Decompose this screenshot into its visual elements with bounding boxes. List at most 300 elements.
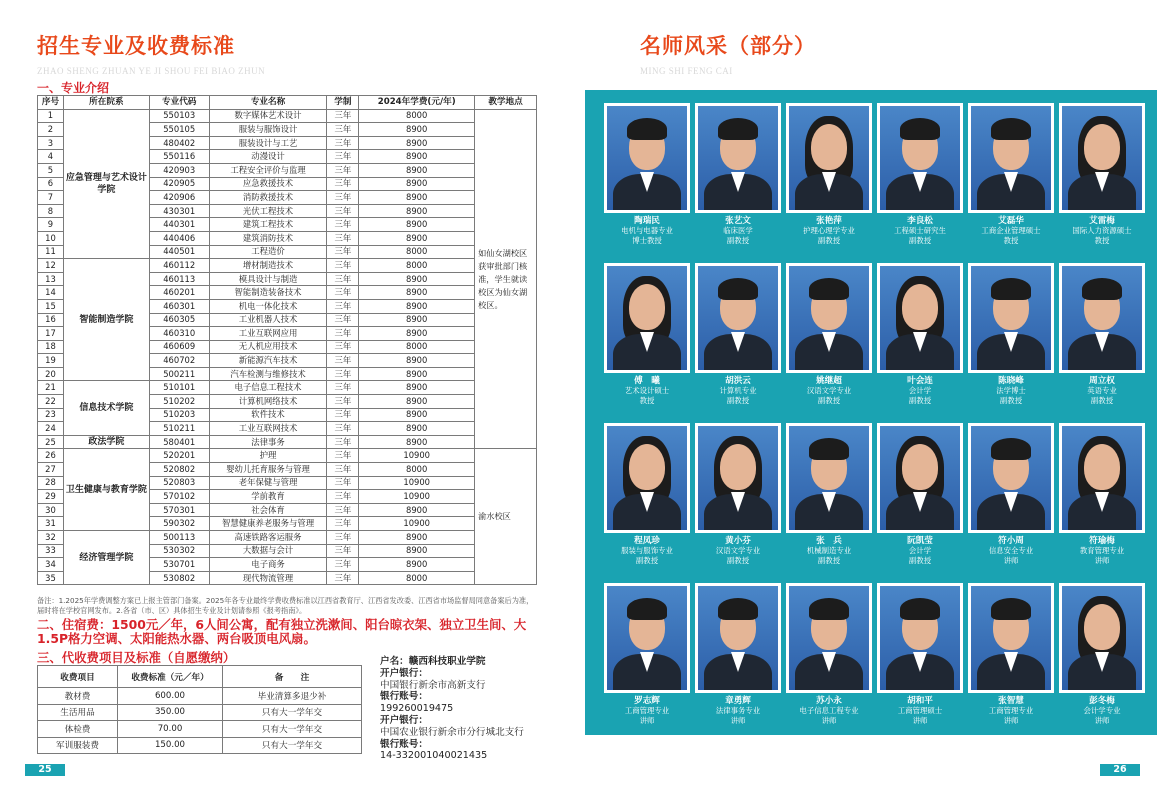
head-shape — [629, 444, 665, 490]
teacher-major: 工程硕士研究生 — [894, 226, 946, 235]
major-code: 510203 — [149, 408, 209, 422]
teacher-card — [604, 263, 690, 406]
tuition: 8900 — [359, 558, 475, 572]
major-name: 软件技术 — [209, 408, 327, 422]
table-row — [38, 109, 537, 123]
hair-shape — [627, 118, 667, 140]
teacher-card — [968, 103, 1054, 246]
study-length: 三年 — [327, 531, 359, 545]
fee-amount: 600.00 — [118, 688, 223, 705]
major-name: 数字媒体艺术设计 — [209, 109, 327, 123]
major-name: 护理 — [209, 449, 327, 463]
row-index: 5 — [38, 163, 64, 177]
table-row — [38, 721, 362, 738]
study-length: 三年 — [327, 286, 359, 300]
teacher-title: 副教授 — [908, 396, 932, 405]
table-row — [38, 688, 362, 705]
col-header: 2024年学费(元/年) — [359, 96, 475, 110]
major-code: 460201 — [149, 286, 209, 300]
major-name: 大数据与会计 — [209, 544, 327, 558]
major-code: 510101 — [149, 381, 209, 395]
teacher-card — [695, 423, 781, 566]
teacher-name: 叶会连 — [907, 376, 933, 386]
major-code: 480402 — [149, 136, 209, 150]
teacher-major: 国际人力资源硕士 — [1072, 226, 1132, 235]
col-header: 所在院系 — [63, 96, 149, 110]
teacher-card — [604, 103, 690, 246]
teacher-title: 副教授 — [999, 396, 1023, 405]
row-index: 26 — [38, 449, 64, 463]
account-name-line — [380, 656, 570, 668]
tuition: 8900 — [359, 503, 475, 517]
major-code: 460113 — [149, 272, 209, 286]
hair-shape — [809, 438, 849, 460]
row-index: 9 — [38, 218, 64, 232]
row-index: 20 — [38, 367, 64, 381]
major-code: 440406 — [149, 231, 209, 245]
study-length: 三年 — [327, 449, 359, 463]
study-length: 三年 — [327, 408, 359, 422]
major-code: 460305 — [149, 313, 209, 327]
teacher-name: 李良松 — [907, 216, 933, 226]
study-length: 三年 — [327, 490, 359, 504]
major-code: 520802 — [149, 463, 209, 477]
teacher-title: 讲师 — [730, 716, 746, 725]
teacher-photo — [786, 583, 872, 693]
col-header: 序号 — [38, 96, 64, 110]
hair-shape — [718, 118, 758, 140]
col-header: 备 注 — [223, 666, 362, 688]
teacher-name: 胡和平 — [907, 696, 933, 706]
teacher-major: 汉语文学专业 — [715, 546, 761, 555]
study-length: 三年 — [327, 299, 359, 313]
teacher-title: 讲师 — [1003, 716, 1019, 725]
teacher-photo — [695, 103, 781, 213]
row-index: 10 — [38, 231, 64, 245]
college-cell: 政法学院 — [63, 435, 149, 449]
teacher-name: 姚继超 — [816, 376, 842, 386]
study-length: 三年 — [327, 354, 359, 368]
teacher-card — [695, 103, 781, 246]
major-name: 应急救援技术 — [209, 177, 327, 191]
row-index: 15 — [38, 299, 64, 313]
teacher-card — [877, 423, 963, 566]
teacher-title: 博士教授 — [632, 236, 662, 245]
major-code: 500113 — [149, 531, 209, 545]
study-length: 三年 — [327, 204, 359, 218]
tuition: 8900 — [359, 354, 475, 368]
teacher-name: 程凤珍 — [634, 536, 660, 546]
row-index: 21 — [38, 381, 64, 395]
teacher-major: 汉语文学专业 — [806, 386, 852, 395]
study-length: 三年 — [327, 231, 359, 245]
major-code: 550103 — [149, 109, 209, 123]
head-shape — [902, 444, 938, 490]
teacher-major: 工商管理专业 — [624, 706, 670, 715]
teacher-photo — [604, 103, 690, 213]
teacher-major: 电机与电器专业 — [621, 226, 673, 235]
study-length: 三年 — [327, 163, 359, 177]
account-name-label: 户名： — [380, 656, 409, 667]
tuition: 8900 — [359, 435, 475, 449]
teacher-photo — [1059, 103, 1145, 213]
tuition: 8000 — [359, 571, 475, 585]
fee-amount: 350.00 — [118, 704, 223, 721]
tuition: 8900 — [359, 381, 475, 395]
study-length: 三年 — [327, 503, 359, 517]
study-length: 三年 — [327, 422, 359, 436]
major-code: 530302 — [149, 544, 209, 558]
major-code: 550116 — [149, 150, 209, 164]
row-index: 31 — [38, 517, 64, 531]
teacher-photo — [1059, 583, 1145, 693]
teacher-photo — [695, 263, 781, 373]
acct1-number: 199260019475 — [380, 703, 454, 715]
acct2-number: 14-332001040021435 — [380, 750, 488, 762]
teacher-name: 彭冬梅 — [1089, 696, 1115, 706]
teacher-name: 张 兵 — [816, 536, 842, 546]
row-index: 28 — [38, 476, 64, 490]
tuition: 8900 — [359, 150, 475, 164]
bank1-label: 开户银行： — [380, 667, 428, 679]
hair-shape — [991, 598, 1031, 620]
fee-remark: 只有大一学年交 — [223, 704, 362, 721]
fee-amount: 150.00 — [118, 737, 223, 754]
fees-table — [37, 665, 362, 754]
major-name: 计算机网络技术 — [209, 395, 327, 409]
teacher-title: 讲师 — [639, 716, 655, 725]
tuition: 8000 — [359, 259, 475, 273]
row-index: 12 — [38, 259, 64, 273]
page-number-right: 26 — [1100, 764, 1140, 776]
major-name: 工程安全评价与监理 — [209, 163, 327, 177]
row-index: 27 — [38, 463, 64, 477]
teacher-panel — [585, 90, 1157, 735]
major-name: 电子商务 — [209, 558, 327, 572]
teacher-photo — [877, 423, 963, 533]
row-index: 7 — [38, 191, 64, 205]
teacher-card — [968, 263, 1054, 406]
bank-info — [380, 656, 570, 762]
teacher-photo — [877, 103, 963, 213]
teacher-major: 艺术设计硕士 — [624, 386, 670, 395]
table-row — [38, 531, 537, 545]
major-code: 460310 — [149, 327, 209, 341]
row-index: 29 — [38, 490, 64, 504]
major-name: 智慧健康养老服务与管理 — [209, 517, 327, 531]
teacher-card — [695, 263, 781, 406]
teacher-name: 罗志辉 — [634, 696, 660, 706]
teacher-photo — [1059, 423, 1145, 533]
study-length: 三年 — [327, 177, 359, 191]
fee-remark: 只有大一学年交 — [223, 737, 362, 754]
major-name: 增材制造技术 — [209, 259, 327, 273]
tuition: 8900 — [359, 544, 475, 558]
section-fees-heading: 三、代收费项目及标准（自愿缴纳） — [37, 650, 236, 665]
row-index: 33 — [38, 544, 64, 558]
major-code: 590302 — [149, 517, 209, 531]
teacher-major: 工商管理硕士 — [897, 706, 943, 715]
teacher-title: 讲师 — [1003, 556, 1019, 565]
study-length: 三年 — [327, 259, 359, 273]
tuition: 10900 — [359, 476, 475, 490]
teacher-card — [1059, 583, 1145, 726]
row-index: 2 — [38, 123, 64, 137]
tuition: 8900 — [359, 136, 475, 150]
study-length: 三年 — [327, 123, 359, 137]
study-length: 三年 — [327, 435, 359, 449]
college-cell: 信息技术学院 — [63, 381, 149, 435]
teacher-photo — [604, 263, 690, 373]
head-shape — [1084, 124, 1120, 170]
major-code: 570102 — [149, 490, 209, 504]
teacher-major: 计算机专业 — [719, 386, 757, 395]
major-name: 工业互联网技术 — [209, 422, 327, 436]
teacher-title: 副教授 — [908, 236, 932, 245]
teacher-name: 张艳萍 — [816, 216, 842, 226]
teacher-title: 讲师 — [1094, 556, 1110, 565]
major-name: 光伏工程技术 — [209, 204, 327, 218]
major-name: 服装与服饰设计 — [209, 123, 327, 137]
teacher-major: 会计学 — [908, 386, 932, 395]
table-row — [38, 704, 362, 721]
col-header: 专业名称 — [209, 96, 327, 110]
major-name: 电子信息工程技术 — [209, 381, 327, 395]
major-code: 460112 — [149, 259, 209, 273]
fee-note: 备注：1.2025年学费调整方案已上报主管部门备案。2025年各专业最终学费收费标准以江西省教育厅、江西省发改委、江西省市场监督局同意备案后为准，届时将在学校官网发布。2.各省（市、区）具体招生专业及计划请参照《报考指南》。 — [37, 596, 534, 615]
college-cell: 智能制造学院 — [63, 259, 149, 381]
tuition: 8900 — [359, 395, 475, 409]
teacher-major: 服装与服饰专业 — [621, 546, 673, 555]
row-index: 13 — [38, 272, 64, 286]
col-header: 收费项目 — [38, 666, 118, 688]
major-code: 580401 — [149, 435, 209, 449]
hair-shape — [718, 278, 758, 300]
teacher-name: 张艺文 — [725, 216, 751, 226]
study-length: 三年 — [327, 571, 359, 585]
teacher-photo — [968, 583, 1054, 693]
hair-shape — [627, 598, 667, 620]
tuition: 8000 — [359, 463, 475, 477]
bank2-name: 中国农业银行新余市分行城北支行 — [380, 726, 524, 738]
teacher-title: 教授 — [1094, 236, 1110, 245]
major-name: 学前教育 — [209, 490, 327, 504]
page-number-left: 25 — [25, 764, 65, 776]
row-index: 3 — [38, 136, 64, 150]
hair-shape — [809, 598, 849, 620]
study-length: 三年 — [327, 109, 359, 123]
row-index: 22 — [38, 395, 64, 409]
teacher-photo — [968, 263, 1054, 373]
major-code: 500211 — [149, 367, 209, 381]
major-name: 服装设计与工艺 — [209, 136, 327, 150]
tuition: 8900 — [359, 327, 475, 341]
row-index: 25 — [38, 435, 64, 449]
title-pinyin: ZHAO SHENG ZHUAN YE JI SHOU FEI BIAO ZHUN — [37, 66, 266, 76]
major-code: 550105 — [149, 123, 209, 137]
tuition: 10900 — [359, 449, 475, 463]
head-shape — [720, 444, 756, 490]
teacher-photo — [786, 263, 872, 373]
hair-shape — [1082, 278, 1122, 300]
hair-shape — [991, 438, 1031, 460]
hair-shape — [809, 278, 849, 300]
tuition: 8900 — [359, 177, 475, 191]
teacher-card — [968, 583, 1054, 726]
major-code: 530802 — [149, 571, 209, 585]
tuition: 8900 — [359, 299, 475, 313]
teacher-name: 傅 曦 — [634, 376, 660, 386]
teacher-title: 副教授 — [1090, 396, 1114, 405]
fees-table-header — [38, 666, 362, 688]
tuition: 8000 — [359, 109, 475, 123]
teaching-location: 渝水校区 — [475, 449, 537, 585]
row-index: 19 — [38, 354, 64, 368]
row-index: 8 — [38, 204, 64, 218]
teacher-major: 护理心理学专业 — [803, 226, 855, 235]
major-code: 510202 — [149, 395, 209, 409]
study-length: 三年 — [327, 150, 359, 164]
table-row — [38, 449, 537, 463]
fee-amount: 70.00 — [118, 721, 223, 738]
study-length: 三年 — [327, 191, 359, 205]
teacher-name: 陶瑞民 — [634, 216, 660, 226]
tuition: 8900 — [359, 367, 475, 381]
study-length: 三年 — [327, 463, 359, 477]
teacher-name: 苏小永 — [816, 696, 842, 706]
major-name: 老年保健与管理 — [209, 476, 327, 490]
fee-item: 生活用品 — [38, 704, 118, 721]
table-row — [38, 737, 362, 754]
tuition: 8000 — [359, 340, 475, 354]
tuition: 8900 — [359, 123, 475, 137]
teacher-photo — [877, 583, 963, 693]
teacher-major: 电子信息工程专业 — [799, 706, 859, 715]
study-length: 三年 — [327, 544, 359, 558]
tuition: 10900 — [359, 517, 475, 531]
teacher-title: 副教授 — [726, 236, 750, 245]
row-index: 35 — [38, 571, 64, 585]
study-length: 三年 — [327, 395, 359, 409]
fee-remark: 只有大一学年交 — [223, 721, 362, 738]
major-code: 520803 — [149, 476, 209, 490]
study-length: 三年 — [327, 272, 359, 286]
teacher-major: 工商管理专业 — [988, 706, 1034, 715]
major-name: 智能制造装备技术 — [209, 286, 327, 300]
teacher-major: 机械制造专业 — [806, 546, 852, 555]
teacher-title: 教授 — [1003, 236, 1019, 245]
major-code: 430301 — [149, 204, 209, 218]
teacher-card — [786, 263, 872, 406]
tuition: 8900 — [359, 286, 475, 300]
tuition: 8000 — [359, 245, 475, 259]
account-name: 赣西科技职业学院 — [408, 656, 486, 667]
major-name: 工业互联网应用 — [209, 327, 327, 341]
major-code: 420906 — [149, 191, 209, 205]
head-shape — [629, 284, 665, 330]
teacher-title: 讲师 — [821, 716, 837, 725]
study-length: 三年 — [327, 367, 359, 381]
teacher-card — [604, 423, 690, 566]
major-name: 新能源汽车技术 — [209, 354, 327, 368]
teacher-major: 会计学专业 — [1083, 706, 1121, 715]
major-name: 机电一体化技术 — [209, 299, 327, 313]
tuition: 10900 — [359, 490, 475, 504]
tuition: 8900 — [359, 272, 475, 286]
hair-shape — [991, 118, 1031, 140]
teacher-photo — [786, 423, 872, 533]
major-code: 460702 — [149, 354, 209, 368]
teacher-title: 副教授 — [726, 556, 750, 565]
teacher-photo — [877, 263, 963, 373]
teacher-title: 讲师 — [1094, 716, 1110, 725]
study-length: 三年 — [327, 218, 359, 232]
tuition: 8900 — [359, 218, 475, 232]
row-index: 30 — [38, 503, 64, 517]
section-dorm: 二、住宿费：1500元／年，6人间公寓，配有独立洗漱间、阳台晾衣架、独立卫生间、大1.5P格力空调、太阳能热水器、两台吸顶电风扇。 — [37, 617, 527, 646]
study-length: 三年 — [327, 340, 359, 354]
teacher-title: 讲师 — [912, 716, 928, 725]
row-index: 1 — [38, 109, 64, 123]
teacher-card — [877, 103, 963, 246]
tuition: 8900 — [359, 531, 475, 545]
teacher-title: 副教授 — [635, 556, 659, 565]
major-code: 520201 — [149, 449, 209, 463]
major-code: 460301 — [149, 299, 209, 313]
college-cell: 经济管理学院 — [63, 531, 149, 585]
fee-remark: 毕业清算多退少补 — [223, 688, 362, 705]
major-code: 460609 — [149, 340, 209, 354]
teacher-title: 副教授 — [908, 556, 932, 565]
major-code: 420903 — [149, 163, 209, 177]
teacher-photo — [695, 423, 781, 533]
teacher-title: 副教授 — [726, 396, 750, 405]
title-pinyin-right: MING SHI FENG CAI — [640, 66, 733, 76]
major-code: 570301 — [149, 503, 209, 517]
row-index: 14 — [38, 286, 64, 300]
major-name: 动漫设计 — [209, 150, 327, 164]
table-row — [38, 435, 537, 449]
study-length: 三年 — [327, 313, 359, 327]
row-index: 23 — [38, 408, 64, 422]
row-index: 34 — [38, 558, 64, 572]
study-length: 三年 — [327, 136, 359, 150]
head-shape — [1084, 444, 1120, 490]
page-title-right: 名师风采（部分） — [640, 34, 816, 58]
teacher-title: 副教授 — [817, 556, 841, 565]
teacher-major: 会计学 — [908, 546, 932, 555]
college-cell: 应急管理与艺术设计学院 — [63, 109, 149, 259]
acct1-label: 银行账号： — [380, 691, 428, 703]
teacher-card — [1059, 423, 1145, 566]
col-header: 教学地点 — [475, 96, 537, 110]
study-length: 三年 — [327, 517, 359, 531]
row-index: 16 — [38, 313, 64, 327]
teacher-major: 临床医学 — [723, 226, 753, 235]
major-table-header — [38, 96, 537, 110]
teacher-photo — [1059, 263, 1145, 373]
study-length: 三年 — [327, 245, 359, 259]
study-length: 三年 — [327, 476, 359, 490]
hair-shape — [991, 278, 1031, 300]
teacher-name: 周立权 — [1089, 376, 1115, 386]
major-code: 440301 — [149, 218, 209, 232]
head-shape — [1084, 604, 1120, 650]
major-code: 530701 — [149, 558, 209, 572]
head-shape — [902, 284, 938, 330]
teacher-photo — [968, 423, 1054, 533]
major-name: 高速铁路客运服务 — [209, 531, 327, 545]
